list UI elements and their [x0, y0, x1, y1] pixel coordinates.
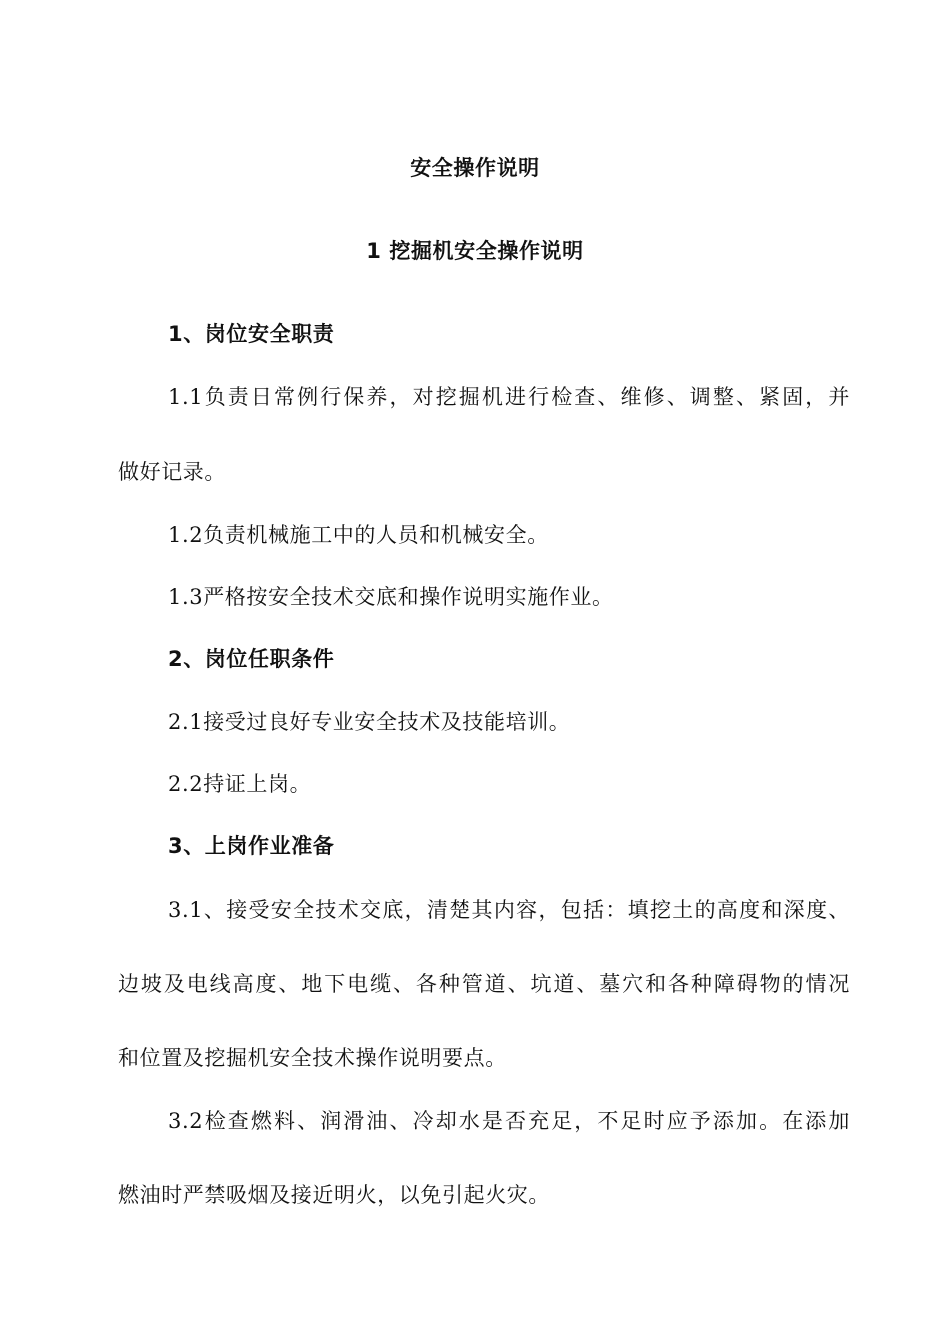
paragraph-3-1-line-2: 边坡及电线高度、地下电缆、各种管道、坑道、墓穴和各种障碍物的情况 [118, 972, 850, 996]
section-heading-1: 1、岗位安全职责 [168, 322, 335, 346]
paragraph-2-1: 2.1接受过良好专业安全技术及技能培训。 [168, 710, 571, 734]
paragraph-1-2: 1.2负责机械施工中的人员和机械安全。 [168, 523, 549, 547]
paragraph-1-3: 1.3严格按安全技术交底和操作说明实施作业。 [168, 585, 614, 609]
section-heading-2: 2、岗位任职条件 [168, 647, 335, 671]
paragraph-3-2-line-2: 燃油时严禁吸烟及接近明火，以免引起火灾。 [118, 1183, 550, 1207]
paragraph-1-1-line-1: 1.1负责日常例行保养，对挖掘机进行检查、维修、调整、紧固，并 [168, 385, 850, 409]
section-heading-3: 3、上岗作业准备 [168, 834, 335, 858]
document-title: 安全操作说明 [410, 156, 540, 180]
paragraph-2-2: 2.2持证上岗。 [168, 772, 312, 796]
paragraph-3-1-line-1: 3.1、接受安全技术交底，清楚其内容，包括：填挖土的高度和深度、 [168, 898, 850, 922]
document-subtitle: 1 挖掘机安全操作说明 [366, 239, 584, 263]
paragraph-3-1-line-3: 和位置及挖掘机安全技术操作说明要点。 [118, 1046, 507, 1070]
paragraph-1-1-line-2: 做好记录。 [118, 460, 226, 484]
paragraph-3-2-line-1: 3.2检查燃料、润滑油、冷却水是否充足，不足时应予添加。在添加 [168, 1109, 850, 1133]
